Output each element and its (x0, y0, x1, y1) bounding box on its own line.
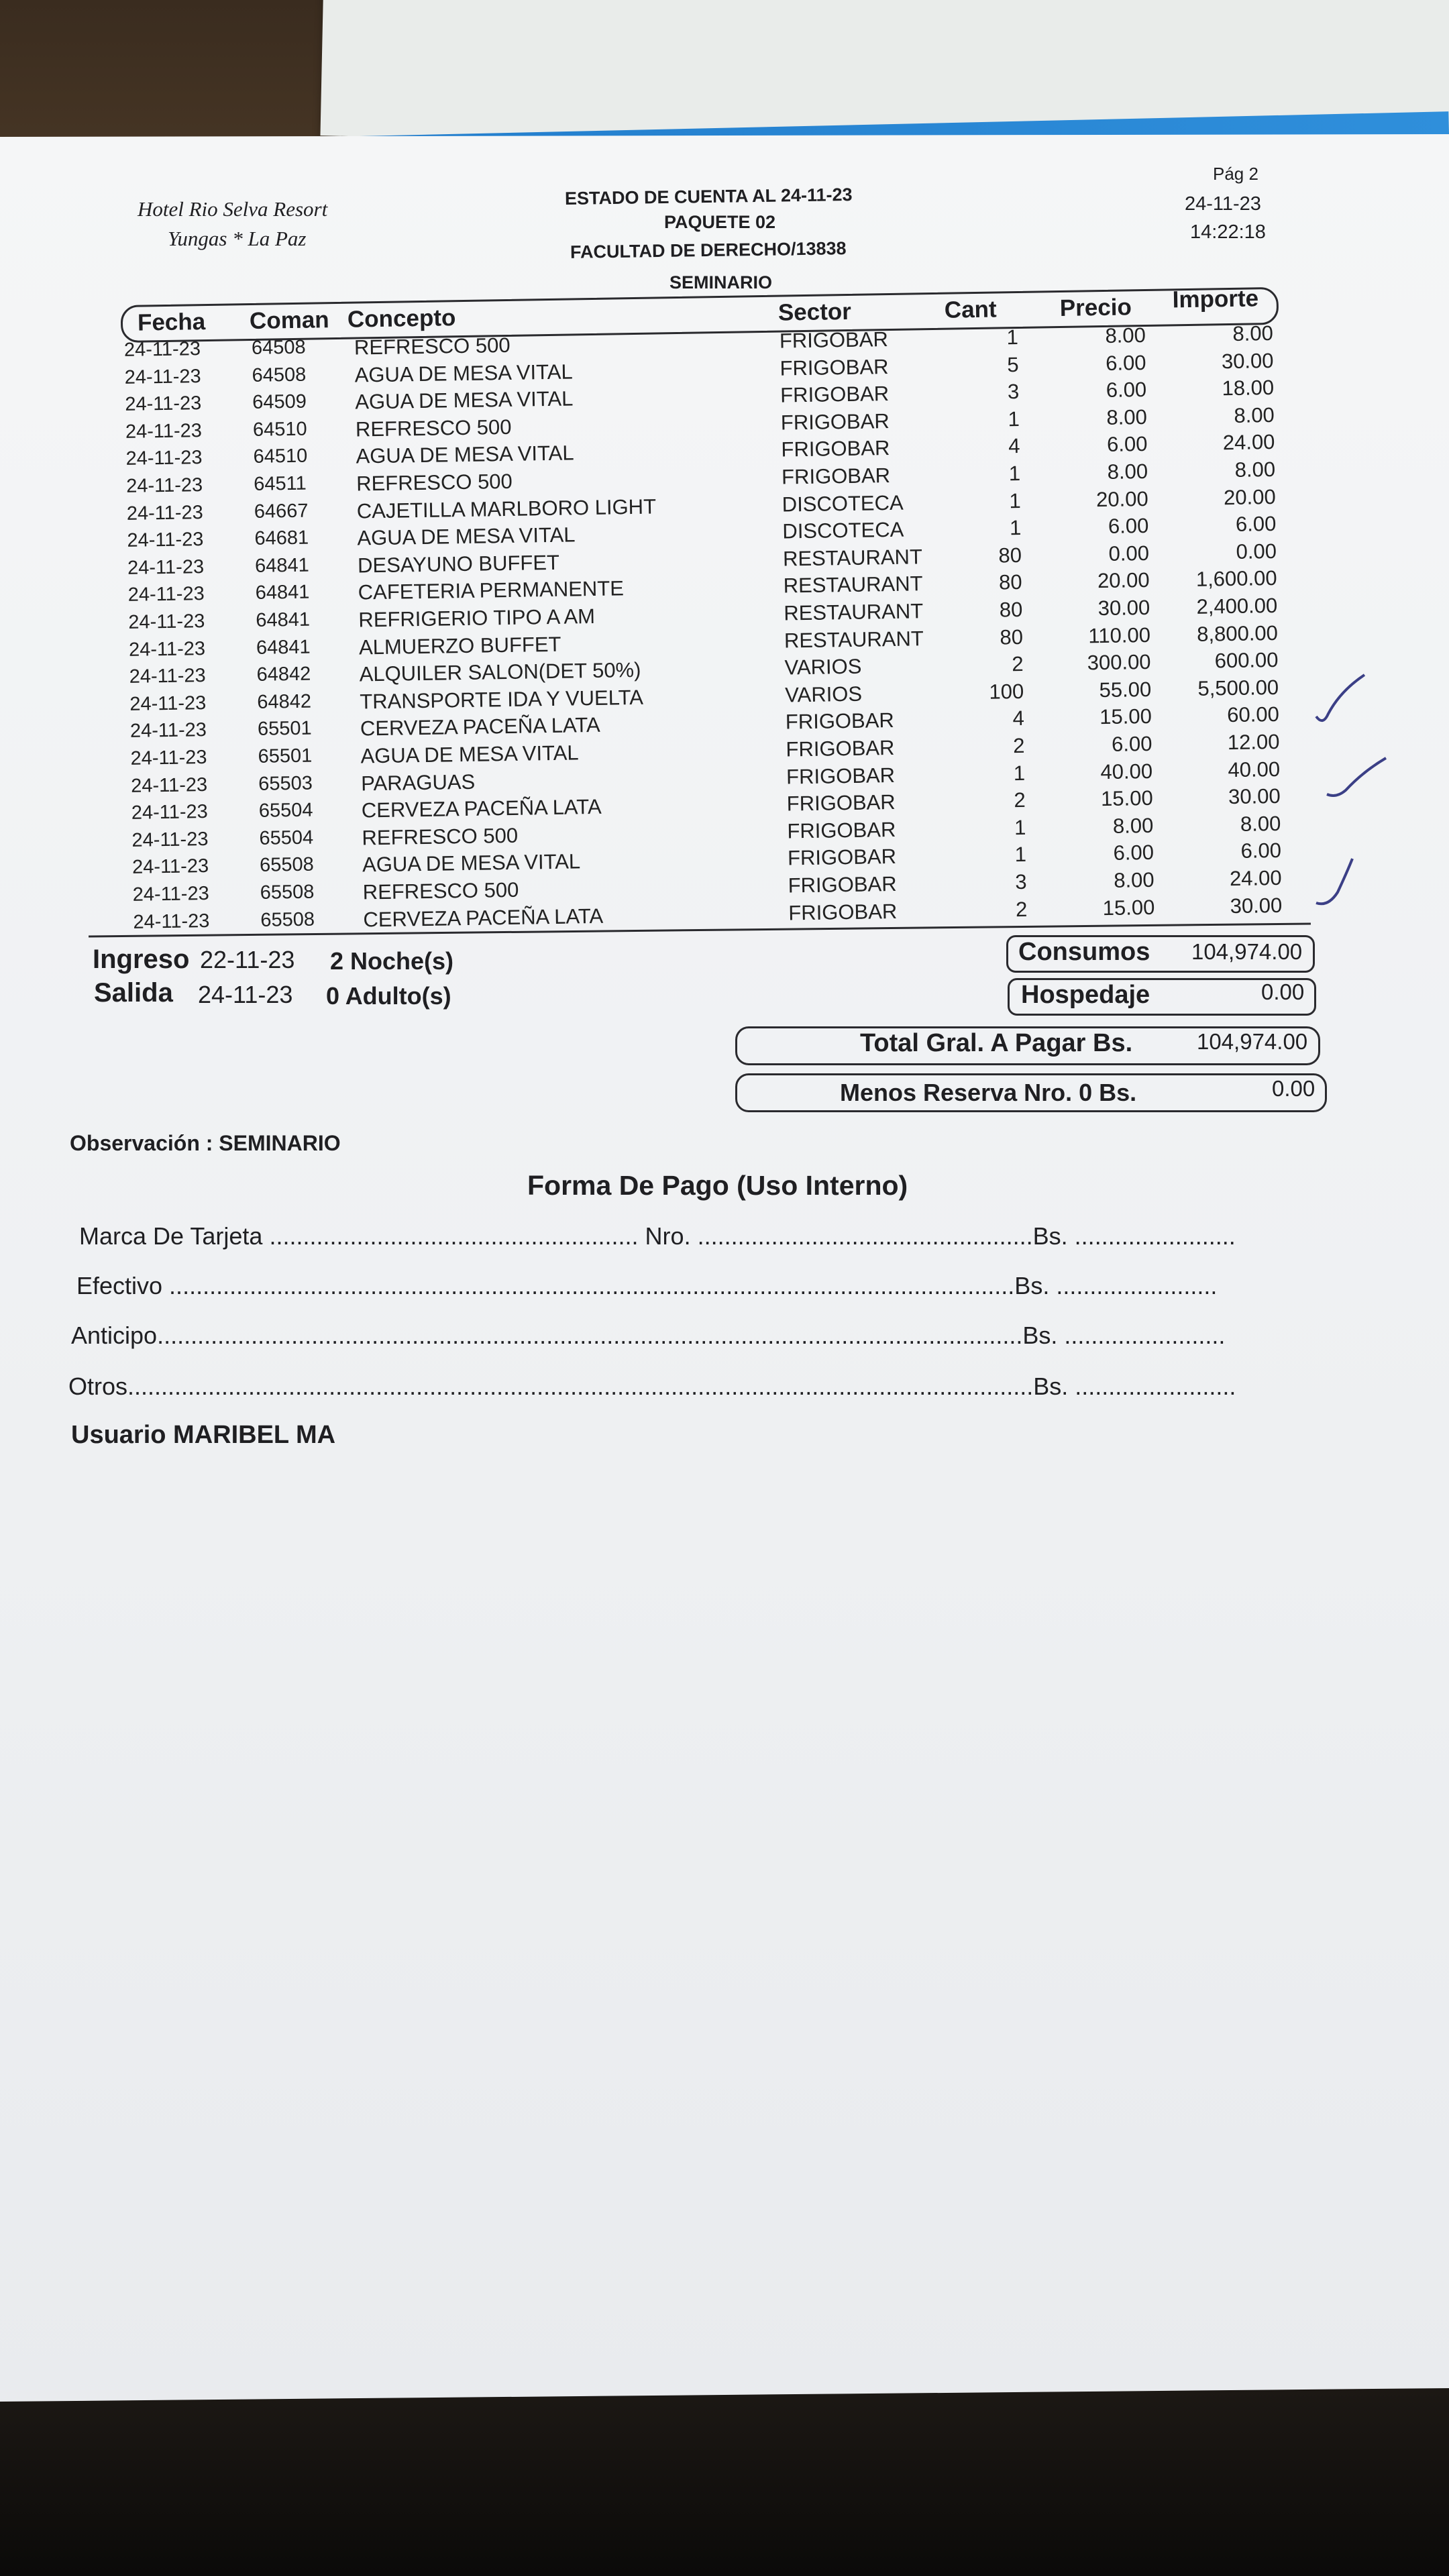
cell-precio: 8.00 (1105, 323, 1146, 347)
cell-concepto: CERVEZA PACEÑA LATA (360, 713, 600, 741)
cell-cant: 80 (999, 597, 1023, 622)
cell-fecha: 24-11-23 (129, 719, 207, 743)
package-name: PAQUETE 02 (664, 212, 776, 232)
cell-sector: DISCOTECA (782, 517, 904, 543)
cell-fecha: 24-11-23 (133, 910, 210, 933)
print-time: 14:22:18 (1190, 221, 1266, 243)
desk-bottom-background (0, 2388, 1449, 2576)
cell-precio: 110.00 (1088, 623, 1151, 647)
cell-cant: 1 (1008, 407, 1020, 431)
cell-cant: 5 (1007, 352, 1019, 376)
cell-sector: FRIGOBAR (781, 436, 890, 462)
cell-precio: 8.00 (1106, 405, 1148, 429)
salida-label: Salida (94, 978, 173, 1008)
col-fecha: Fecha (137, 309, 206, 336)
cell-cant: 4 (1012, 706, 1025, 731)
cell-fecha: 24-11-23 (124, 365, 201, 388)
cell-sector: FRIGOBAR (788, 871, 897, 898)
cell-sector: FRIGOBAR (780, 382, 890, 407)
cell-cant: 2 (1012, 652, 1024, 676)
cell-coman: 65508 (260, 908, 315, 931)
col-sector: Sector (777, 298, 852, 326)
payment-efectivo-line: Efectivo ..............................................................................................................................Bs. ........................ (76, 1272, 1218, 1299)
statement-title: ESTADO DE CUENTA AL 24-11-23 (564, 184, 853, 209)
cell-cant: 2 (1014, 788, 1026, 812)
cell-coman: 64509 (252, 390, 307, 414)
cell-importe: 20.00 (1223, 484, 1276, 509)
cell-precio: 8.00 (1107, 459, 1148, 484)
cell-importe: 24.00 (1222, 430, 1275, 455)
cell-precio: 6.00 (1111, 731, 1152, 756)
hotel-name: Hotel Rio Selva Resort (138, 197, 328, 221)
cell-precio: 55.00 (1099, 677, 1152, 702)
cell-precio: 15.00 (1102, 895, 1155, 920)
cell-coman: 65503 (258, 772, 313, 795)
cell-concepto: AGUA DE MESA VITAL (355, 386, 574, 414)
cell-coman: 64510 (253, 445, 308, 468)
cell-sector: FRIGOBAR (787, 845, 897, 870)
cell-cant: 1 (1009, 516, 1022, 540)
cell-fecha: 24-11-23 (123, 338, 201, 361)
cell-coman: 65504 (259, 826, 314, 849)
cell-cant: 100 (989, 679, 1024, 704)
salida-date: 24-11-23 (198, 981, 293, 1008)
cell-coman: 64841 (254, 554, 310, 577)
hospedaje-label: Hospedaje (1021, 981, 1150, 1009)
cell-concepto: AGUA DE MESA VITAL (362, 849, 581, 877)
cell-cant: 80 (998, 570, 1022, 594)
cell-importe: 8,800.00 (1196, 621, 1279, 646)
cell-importe: 8.00 (1234, 457, 1276, 482)
cell-fecha: 24-11-23 (125, 447, 203, 470)
cell-sector: FRIGOBAR (779, 327, 889, 353)
cell-coman: 65501 (257, 717, 312, 741)
cell-concepto: CAJETILLA MARLBORO LIGHT (356, 494, 657, 523)
cell-fecha: 24-11-23 (127, 555, 205, 579)
cell-concepto: PARAGUAS (360, 769, 476, 796)
cell-sector: FRIGOBAR (786, 790, 896, 816)
cell-importe: 30.00 (1230, 893, 1283, 918)
cell-importe: 18.00 (1222, 376, 1275, 400)
cell-precio: 0.00 (1108, 541, 1150, 566)
cell-importe: 30.00 (1221, 348, 1274, 373)
cell-fecha: 24-11-23 (128, 637, 206, 661)
cell-importe: 600.00 (1214, 648, 1279, 673)
cell-importe: 8.00 (1232, 321, 1274, 345)
cell-sector: FRIGOBAR (786, 763, 896, 789)
client-name: FACULTAD DE DERECHO/13838 (570, 238, 847, 262)
cell-precio: 300.00 (1087, 650, 1151, 675)
cell-fecha: 24-11-23 (131, 801, 209, 824)
cell-importe: 60.00 (1226, 702, 1280, 727)
cell-importe: 1,600.00 (1195, 566, 1277, 592)
cell-cant: 80 (998, 543, 1022, 568)
cell-importe: 8.00 (1234, 402, 1275, 427)
cell-importe: 12.00 (1227, 729, 1280, 755)
cell-sector: RESTAURANT (782, 545, 923, 571)
cell-precio: 40.00 (1100, 759, 1153, 784)
cell-fecha: 24-11-23 (129, 665, 206, 688)
check-mark-icon (1327, 758, 1386, 796)
cell-cant: 1 (1008, 461, 1021, 486)
cell-cant: 1 (1013, 761, 1026, 785)
reserva-value: 0.00 (1272, 1076, 1316, 1101)
ingreso-date: 22-11-23 (200, 946, 295, 973)
cell-concepto: CERVEZA PACEÑA LATA (361, 795, 602, 822)
cell-sector: DISCOTECA (782, 490, 904, 517)
cell-precio: 6.00 (1105, 350, 1146, 375)
consumos-label: Consumos (1018, 938, 1150, 966)
cell-concepto: REFRESCO 500 (355, 415, 512, 441)
ingreso-label: Ingreso (93, 945, 190, 974)
cell-fecha: 24-11-23 (131, 855, 209, 879)
cell-importe: 6.00 (1240, 839, 1282, 863)
cell-precio: 30.00 (1097, 595, 1150, 621)
cell-fecha: 24-11-23 (125, 392, 202, 416)
cell-importe: 24.00 (1229, 865, 1282, 891)
page-number: Pág 2 (1213, 164, 1258, 184)
cell-cant: 1 (1014, 843, 1027, 867)
cell-coman: 64508 (251, 336, 306, 359)
cell-concepto: AGUA DE MESA VITAL (354, 360, 573, 387)
cell-cant: 80 (1000, 625, 1024, 649)
check-mark-icon (1316, 675, 1364, 720)
cell-importe: 0.00 (1236, 539, 1277, 564)
cell-concepto: REFRESCO 500 (356, 469, 513, 496)
payment-otros-line: Otros.......................................................................................................................................Bs. ........................ (68, 1373, 1236, 1400)
cell-sector: FRIGOBAR (785, 708, 895, 734)
cell-concepto: REFRESCO 500 (362, 877, 519, 904)
cell-concepto: TRANSPORTE IDA Y VUELTA (360, 685, 644, 714)
cell-fecha: 24-11-23 (130, 773, 208, 797)
cell-precio: 15.00 (1100, 786, 1153, 811)
total-value: 104,974.00 (1197, 1029, 1308, 1054)
cell-sector: FRIGOBAR (787, 817, 896, 843)
cell-coman: 65504 (258, 799, 313, 822)
cell-precio: 6.00 (1106, 378, 1147, 402)
cell-fecha: 24-11-23 (130, 747, 207, 769)
cell-coman: 64681 (254, 527, 309, 550)
cell-coman: 64841 (256, 636, 311, 659)
handwritten-checkmarks (1308, 664, 1389, 919)
cell-importe: 40.00 (1228, 757, 1281, 782)
cell-fecha: 24-11-23 (129, 692, 207, 715)
cell-fecha: 24-11-23 (127, 529, 204, 552)
cell-precio: 6.00 (1113, 841, 1155, 865)
cell-concepto: AGUA DE MESA VITAL (357, 523, 576, 550)
cell-importe: 30.00 (1228, 784, 1281, 809)
cell-precio: 8.00 (1112, 813, 1154, 838)
cell-concepto: AGUA DE MESA VITAL (360, 741, 579, 768)
cell-concepto: DESAYUNO BUFFET (357, 550, 560, 578)
cell-cant: 1 (1014, 815, 1026, 839)
cell-cant: 4 (1008, 434, 1020, 458)
cell-sector: VARIOS (784, 654, 862, 680)
cell-sector: FRIGOBAR (788, 899, 898, 925)
cell-concepto: AGUA DE MESA VITAL (356, 441, 574, 468)
cell-coman: 64511 (253, 472, 307, 495)
payment-tarjeta-line: Marca De Tarjeta ....................................................... Nro. ..................................................Bs. ........................ (79, 1222, 1236, 1250)
payment-title: Forma De Pago (Uso Interno) (527, 1170, 908, 1201)
cell-coman: 64842 (257, 690, 312, 713)
cell-sector: FRIGOBAR (781, 464, 891, 489)
cell-sector: VARIOS (784, 682, 863, 707)
hotel-location: Yungas * La Paz (168, 227, 307, 250)
cell-sector: FRIGOBAR (786, 735, 895, 761)
cell-fecha: 24-11-23 (125, 474, 203, 497)
cell-concepto: CERVEZA PACEÑA LATA (363, 904, 604, 932)
reserva-label: Menos Reserva Nro. 0 Bs. (840, 1079, 1137, 1106)
cell-coman: 65508 (260, 881, 315, 904)
cell-sector: RESTAURANT (783, 572, 923, 598)
cell-concepto: ALQUILER SALON(DET 50%) (359, 658, 641, 686)
cell-coman: 64842 (256, 663, 311, 686)
cell-concepto: REFRESCO 500 (362, 823, 519, 850)
cell-importe: 6.00 (1235, 512, 1277, 537)
cell-sector: RESTAURANT (784, 626, 924, 653)
cell-precio: 6.00 (1108, 514, 1149, 539)
col-cant: Cant (944, 296, 997, 323)
consumos-value: 104,974.00 (1191, 939, 1303, 964)
cell-coman: 64667 (254, 500, 309, 523)
cell-sector: FRIGOBAR (780, 354, 889, 380)
col-concepto: Concepto (347, 305, 456, 333)
cell-precio: 20.00 (1095, 486, 1148, 511)
cell-fecha: 24-11-23 (132, 883, 209, 906)
cell-importe: 5,500.00 (1197, 675, 1279, 700)
cell-fecha: 24-11-23 (127, 583, 205, 606)
cell-cant: 3 (1007, 380, 1020, 404)
observacion: Observación : SEMINARIO (70, 1131, 341, 1155)
cell-fecha: 24-11-23 (128, 610, 205, 633)
cell-coman: 64841 (256, 608, 311, 631)
cell-cant: 2 (1012, 733, 1025, 758)
cell-coman: 65501 (258, 745, 313, 767)
hospedaje-value: 0.00 (1261, 979, 1305, 1004)
cell-cant: 1 (1009, 488, 1021, 513)
col-coman: Coman (249, 307, 329, 334)
cell-cant: 3 (1015, 869, 1027, 894)
cell-concepto: CAFETERIA PERMANENTE (358, 576, 625, 604)
cell-coman: 65508 (259, 853, 315, 877)
cell-cant: 2 (1015, 897, 1028, 921)
cell-precio: 15.00 (1099, 704, 1152, 729)
cell-fecha: 24-11-23 (125, 419, 203, 443)
cell-cant: 1 (1006, 325, 1019, 350)
check-mark-icon (1316, 859, 1352, 904)
cell-fecha: 24-11-23 (131, 828, 209, 851)
cell-concepto: REFRIGERIO TIPO A AM (358, 604, 596, 632)
usuario: Usuario MARIBEL MA (71, 1421, 336, 1449)
cell-precio: 6.00 (1106, 432, 1148, 457)
event-name: SEMINARIO (669, 272, 773, 292)
cell-concepto: REFRESCO 500 (354, 333, 511, 360)
cell-sector: RESTAURANT (784, 599, 924, 625)
cell-importe: 8.00 (1240, 811, 1281, 836)
cell-concepto: ALMUERZO BUFFET (358, 632, 561, 659)
col-importe: Importe (1172, 285, 1259, 313)
col-precio: Precio (1059, 294, 1132, 322)
noches: 2 Noche(s) (330, 947, 454, 975)
cell-precio: 20.00 (1097, 568, 1150, 593)
total-label: Total Gral. A Pagar Bs. (860, 1029, 1133, 1057)
cell-sector: FRIGOBAR (780, 409, 890, 435)
print-date: 24-11-23 (1185, 193, 1261, 215)
cell-importe: 2,400.00 (1196, 593, 1278, 619)
cell-coman: 64841 (255, 582, 310, 604)
payment-anticipo-line: Anticipo.................................................................................................................................Bs. ........................ (71, 1322, 1226, 1349)
cell-precio: 8.00 (1114, 867, 1155, 892)
adultos: 0 Adulto(s) (326, 982, 451, 1010)
cell-coman: 64508 (252, 364, 307, 386)
cell-coman: 64510 (252, 418, 307, 441)
cell-fecha: 24-11-23 (126, 501, 204, 525)
